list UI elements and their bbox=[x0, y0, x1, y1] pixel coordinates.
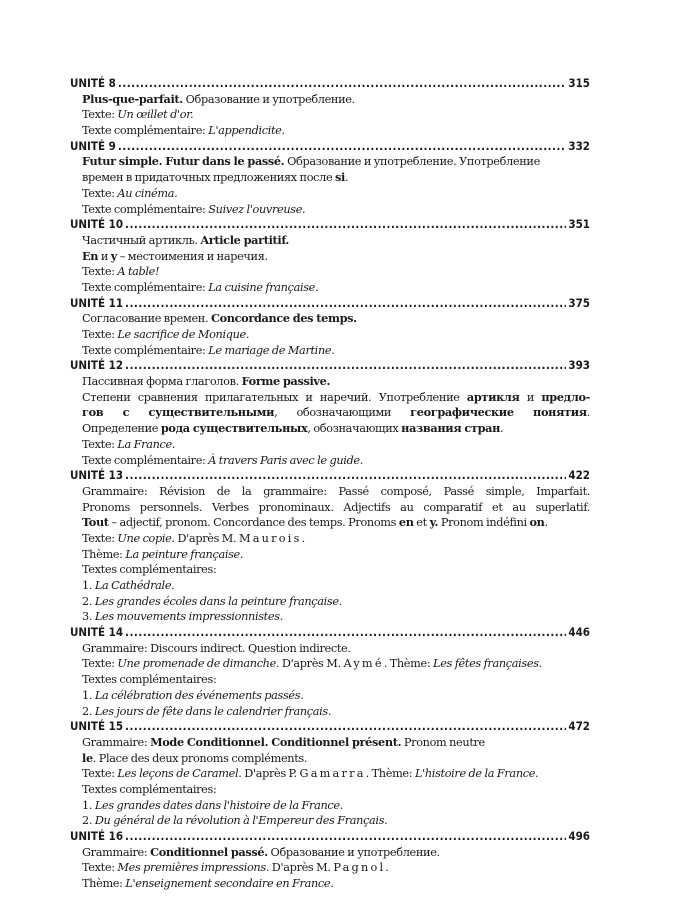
text: Texte: bbox=[82, 437, 118, 451]
text: Степени сравнения прилагательных и наречий. Употребление bbox=[82, 390, 467, 404]
text: Texte complémentaire: bbox=[82, 124, 209, 138]
italic-text: La célébration des événements passés. bbox=[94, 688, 304, 702]
text: . bbox=[344, 171, 349, 185]
text: . Thème: bbox=[383, 657, 434, 671]
text: времен в придаточных предложениях после bbox=[82, 171, 336, 185]
text: . bbox=[385, 861, 389, 875]
text: – adjectif, pronom. Concordance des temps. Pronoms bbox=[108, 516, 399, 530]
bold-text: y bbox=[110, 248, 118, 263]
text: Образование и употребление. bbox=[267, 845, 440, 859]
italic-text: La cuisine française. bbox=[208, 280, 319, 294]
entry-line bbox=[70, 202, 590, 218]
text: 2. bbox=[82, 594, 95, 608]
page-number: 315 bbox=[568, 76, 590, 90]
text: et bbox=[413, 516, 430, 530]
unit-title: UNITÉ 11 bbox=[70, 295, 124, 310]
bold-text: гов с существительными bbox=[82, 405, 275, 420]
page-number: 351 bbox=[568, 217, 590, 232]
entry-line bbox=[70, 735, 590, 751]
page-number: 375 bbox=[568, 295, 590, 310]
bold-text: Concordance des temps. bbox=[210, 311, 357, 326]
page-number: 446 bbox=[568, 625, 590, 640]
entry-line bbox=[70, 484, 590, 500]
text: Texte: bbox=[82, 861, 118, 875]
entry-line bbox=[70, 578, 590, 594]
dot-leader bbox=[118, 76, 567, 92]
author-name: Pagnol bbox=[333, 861, 386, 875]
dot-leader bbox=[125, 358, 566, 374]
text: Пассивная форма глаголов. bbox=[82, 375, 242, 389]
text: Texte complémentaire: bbox=[82, 453, 209, 467]
italic-text: La Cathédrale. bbox=[94, 579, 175, 592]
entry-line bbox=[70, 170, 590, 186]
text: . Place des deux pronoms compléments. bbox=[92, 751, 308, 765]
bold-text: названия стран bbox=[401, 421, 501, 436]
unit-heading bbox=[70, 468, 590, 484]
text: Textes complémentaires: bbox=[82, 563, 217, 577]
toc-entry bbox=[70, 719, 590, 829]
italic-text: Les grandes écoles dans la peinture française. bbox=[94, 594, 342, 608]
unit-title: UNITÉ 15 bbox=[70, 719, 124, 734]
text: Texte: bbox=[82, 531, 118, 545]
bold-text: артикля bbox=[466, 389, 520, 404]
italic-text: Du général de la révolution à l'Empereur des Français. bbox=[94, 814, 388, 828]
text: Согласование времен. bbox=[82, 312, 211, 326]
text: . D'après M. bbox=[171, 531, 239, 545]
italic-text: Un œillet d'or. bbox=[117, 108, 194, 122]
italic-text: L'appendicite. bbox=[208, 124, 285, 138]
unit-heading bbox=[70, 217, 590, 233]
dot-leader bbox=[125, 625, 566, 641]
text: . bbox=[544, 516, 548, 530]
entry-line bbox=[70, 672, 590, 688]
text: Определение bbox=[82, 422, 161, 436]
text: Образование и употребление. bbox=[182, 92, 355, 106]
text: . D'après M. bbox=[275, 657, 344, 671]
italic-text: L'enseignement secondaire en France. bbox=[125, 877, 334, 891]
text: Texte complémentaire: bbox=[82, 343, 209, 357]
text: Texte: bbox=[82, 657, 118, 671]
text: Частичный артикль. bbox=[82, 233, 201, 247]
unit-heading bbox=[70, 829, 590, 845]
page-number: 472 bbox=[568, 719, 590, 734]
toc-entry bbox=[70, 296, 590, 359]
text: 1. bbox=[82, 688, 95, 702]
italic-text: Le sacrifice de Monique. bbox=[117, 328, 250, 341]
page-number: 393 bbox=[568, 358, 590, 373]
toc-entry bbox=[70, 358, 590, 468]
entry-line bbox=[70, 123, 590, 139]
dot-leader bbox=[125, 719, 566, 735]
entry-line bbox=[70, 280, 590, 296]
entry-line bbox=[70, 688, 590, 704]
toc-entry bbox=[70, 625, 590, 719]
unit-title: UNITÉ 16 bbox=[70, 829, 124, 843]
unit-title: UNITÉ 12 bbox=[70, 358, 124, 373]
bold-text: Plus-que-parfait. bbox=[82, 91, 183, 106]
italic-text: Les jours de fête dans le calendrier français. bbox=[94, 704, 332, 718]
italic-text: Une promenade de dimanche bbox=[117, 657, 276, 671]
entry-line bbox=[70, 594, 590, 610]
text: . Thème: bbox=[365, 767, 415, 781]
bold-text: Conditionnel passé. bbox=[150, 844, 268, 859]
unit-heading bbox=[70, 139, 590, 155]
bold-text: le bbox=[82, 750, 93, 765]
text: Образование и употребление. Употребление bbox=[284, 155, 540, 169]
text: Texte complémentaire: bbox=[82, 280, 209, 294]
text: Texte: bbox=[82, 108, 118, 122]
text: . D'après M. bbox=[265, 861, 334, 875]
bold-text: предло- bbox=[541, 389, 590, 404]
dot-leader bbox=[125, 296, 566, 312]
entry-line bbox=[70, 813, 590, 829]
author-name: Gamarra bbox=[299, 767, 366, 781]
text: Grammaire: bbox=[82, 735, 151, 749]
dot-leader bbox=[125, 217, 566, 233]
unit-heading bbox=[70, 625, 590, 641]
toc-entry bbox=[70, 217, 590, 295]
page-number: 332 bbox=[568, 138, 590, 153]
dot-leader bbox=[118, 139, 567, 155]
italic-text: L'histoire de la France. bbox=[414, 767, 539, 781]
bold-text: Forme passive. bbox=[241, 374, 331, 389]
entry-line bbox=[70, 249, 590, 265]
entry-line bbox=[70, 641, 590, 657]
italic-text: À travers Paris avec le guide. bbox=[208, 453, 363, 467]
entry-line bbox=[70, 437, 590, 453]
entry-line bbox=[70, 860, 590, 876]
unit-title: UNITÉ 13 bbox=[70, 468, 124, 483]
italic-text: Une copie bbox=[117, 531, 172, 545]
italic-text: Les grandes dates dans l'histoire de la France. bbox=[94, 798, 343, 812]
italic-text: Les fêtes françaises. bbox=[433, 657, 542, 671]
italic-text: Au cinéma. bbox=[117, 186, 178, 200]
entry-line bbox=[70, 343, 590, 359]
unit-title: UNITÉ 8 bbox=[70, 76, 116, 90]
entry-line bbox=[70, 107, 590, 123]
toc-entry bbox=[70, 76, 590, 139]
toc-entry bbox=[70, 829, 590, 892]
text: Grammaire: Discours indirect. Question indirecte. bbox=[82, 641, 351, 655]
entry-line bbox=[70, 421, 590, 437]
text: Textes complémentaires: bbox=[82, 673, 217, 687]
unit-heading bbox=[70, 76, 590, 92]
entry-line bbox=[70, 782, 590, 798]
entry-line bbox=[70, 531, 590, 547]
entry-line bbox=[70, 233, 590, 249]
author-name: Aymé bbox=[343, 657, 384, 671]
text: , обозначающими bbox=[274, 406, 411, 420]
text: . bbox=[586, 406, 590, 420]
toc-entry bbox=[70, 139, 590, 217]
table-of-contents bbox=[70, 76, 590, 892]
text: 2. bbox=[82, 704, 95, 718]
text: и bbox=[519, 390, 542, 404]
text: Thème: bbox=[82, 877, 126, 891]
entry-line bbox=[70, 453, 590, 469]
text: Thème: bbox=[82, 547, 126, 561]
text: Textes complémentaires: bbox=[82, 782, 217, 796]
text: Texte: bbox=[82, 328, 118, 341]
dot-leader bbox=[125, 829, 566, 845]
text: . bbox=[500, 422, 504, 436]
bold-text: En bbox=[82, 248, 99, 263]
italic-text: Suivez l'ouvreuse. bbox=[208, 202, 306, 216]
entry-line bbox=[70, 92, 590, 108]
bold-text: en bbox=[398, 515, 414, 530]
italic-text: La peinture française. bbox=[125, 547, 244, 561]
text: 2. bbox=[82, 814, 95, 828]
text: . bbox=[301, 531, 305, 545]
bold-text: географические понятия bbox=[410, 405, 587, 420]
entry-line bbox=[70, 374, 590, 390]
page-number: 496 bbox=[568, 829, 590, 843]
entry-line bbox=[70, 264, 590, 280]
entry-line bbox=[70, 751, 590, 767]
text: Texte: bbox=[82, 767, 118, 781]
entry-line bbox=[70, 876, 590, 892]
text: Pronom indéfini bbox=[438, 516, 530, 530]
entry-line bbox=[70, 405, 590, 421]
entry-line bbox=[70, 547, 590, 563]
text: 1. bbox=[82, 798, 95, 812]
text: Grammaire: Révision de la grammaire: Passé composé, Passé simple, Imparfait. bbox=[82, 484, 590, 498]
author-name: Maurois bbox=[238, 531, 302, 545]
unit-title: UNITÉ 14 bbox=[70, 625, 124, 640]
entry-line bbox=[70, 327, 590, 343]
text: Pronom neutre bbox=[401, 735, 485, 749]
entry-line bbox=[70, 845, 590, 861]
text: и bbox=[98, 249, 111, 263]
text: Pronoms personnels. Verbes pronominaux. Adjectifs au comparatif et au superlatif. bbox=[82, 500, 590, 514]
bold-text: Article partitif. bbox=[200, 232, 290, 247]
entry-line bbox=[70, 704, 590, 720]
text: 1. bbox=[82, 579, 95, 592]
text: Texte: bbox=[82, 265, 118, 279]
unit-heading bbox=[70, 358, 590, 374]
bold-text: рода существительных bbox=[160, 421, 308, 436]
text: , обозначающих bbox=[307, 422, 402, 436]
entry-line bbox=[70, 609, 590, 625]
bold-text: Tout bbox=[82, 515, 109, 530]
bold-text: Mode Conditionnel. Conditionnel présent. bbox=[150, 734, 402, 749]
bold-text: si bbox=[335, 170, 345, 185]
page-number: 422 bbox=[568, 468, 590, 483]
dot-leader bbox=[125, 468, 566, 484]
bold-text: y. bbox=[429, 515, 439, 530]
entry-line bbox=[70, 500, 590, 516]
entry-line bbox=[70, 562, 590, 578]
entry-line bbox=[70, 311, 590, 327]
unit-heading bbox=[70, 719, 590, 735]
entry-line bbox=[70, 656, 590, 672]
italic-text: A table! bbox=[117, 265, 160, 279]
italic-text: Les leçons de Caramel bbox=[117, 767, 239, 781]
entry-line bbox=[70, 390, 590, 406]
italic-text: Les mouvements impressionnistes. bbox=[94, 610, 283, 624]
italic-text: Mes premières impressions bbox=[117, 861, 266, 875]
text: Grammaire: bbox=[82, 845, 151, 859]
text: Texte complémentaire: bbox=[82, 202, 209, 216]
unit-title: UNITÉ 9 bbox=[70, 138, 116, 153]
bold-text: on bbox=[529, 515, 545, 530]
entry-line bbox=[70, 515, 590, 531]
bold-text: Futur simple. Futur dans le passé. bbox=[82, 154, 285, 169]
entry-line bbox=[70, 798, 590, 814]
entry-line bbox=[70, 154, 590, 170]
text: – местоимения и наречия. bbox=[117, 249, 268, 263]
italic-text: Le mariage de Martine. bbox=[208, 343, 335, 357]
text: . D'après P. bbox=[238, 767, 300, 781]
unit-heading bbox=[70, 296, 590, 312]
toc-entry bbox=[70, 468, 590, 625]
unit-title: UNITÉ 10 bbox=[70, 217, 124, 232]
text: 3. bbox=[82, 610, 95, 624]
entry-line bbox=[70, 186, 590, 202]
entry-line bbox=[70, 766, 590, 782]
italic-text: La France. bbox=[117, 437, 176, 451]
text: Texte: bbox=[82, 186, 118, 200]
